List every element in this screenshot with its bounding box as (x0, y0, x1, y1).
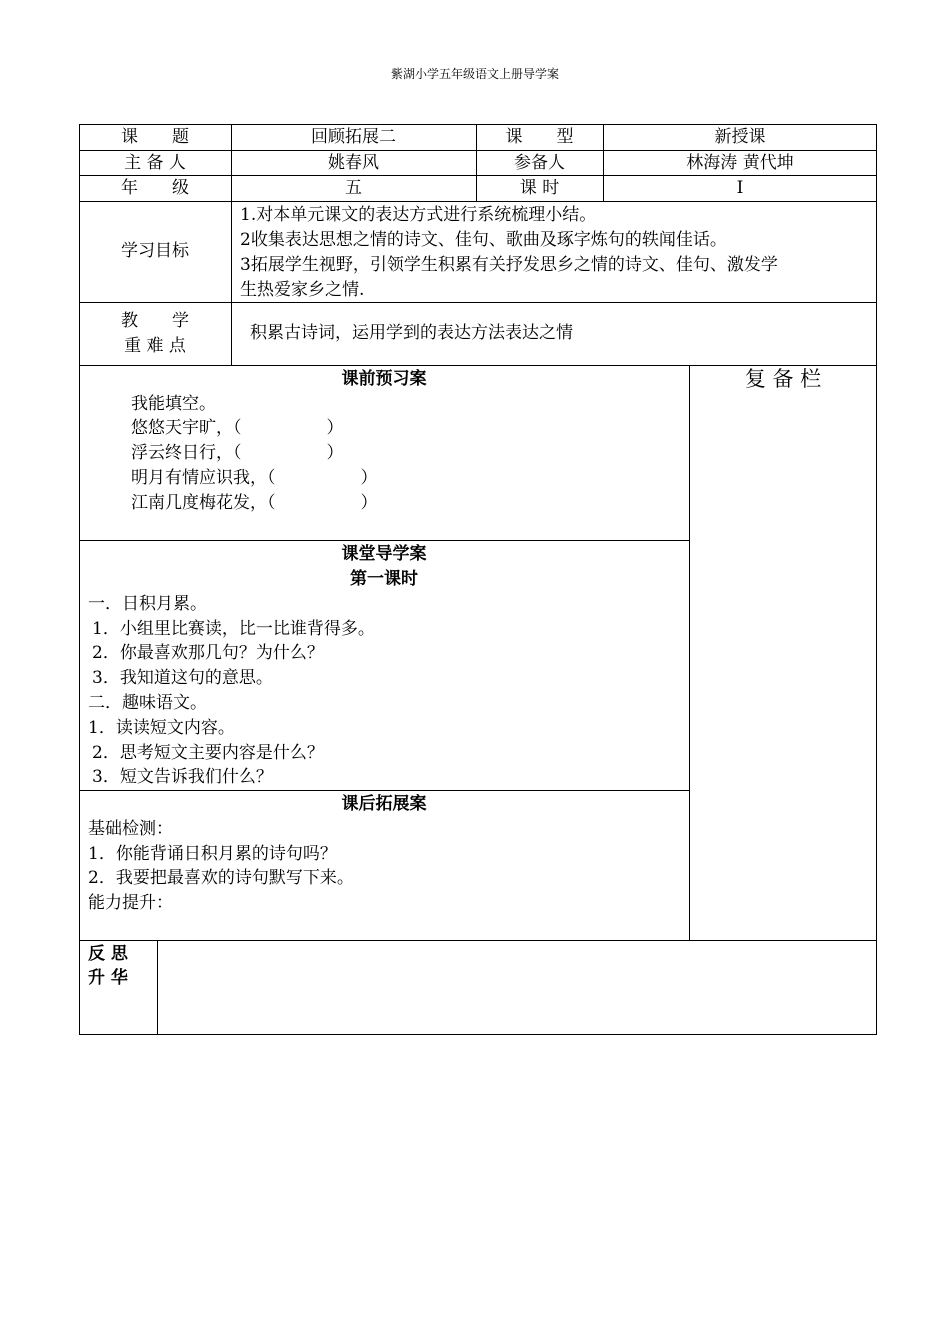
after-class-line: 能力提升： (88, 893, 173, 913)
preview-line: 浮云终日行，（ ） (131, 443, 344, 463)
key-points-label-2: 重 难 点 (124, 336, 186, 356)
co-preparer-label: 参备人 (514, 153, 565, 173)
row-divider (79, 201, 877, 202)
review-column-title: 复 备 栏 (744, 367, 822, 391)
classroom-line: 2．思考短文主要内容是什么？ (92, 743, 324, 763)
objective-line: 3拓展学生视野，引领学生积累有关抒发思乡之情的诗文、佳句、激发学 (240, 255, 778, 275)
preview-line: 江南几度梅花发，（ ） (131, 493, 378, 513)
classroom-line: 二．趣味语文。 (88, 693, 207, 713)
preview-title: 课前预习案 (341, 369, 427, 389)
classroom-line: 一．日积月累。 (88, 594, 207, 614)
page-header: 紫湖小学五年级语文上册导学案 (390, 67, 559, 81)
after-class-line: 基础检测： (88, 819, 173, 839)
classroom-line: 1．读读短文内容。 (88, 718, 235, 738)
period-label: 课 时 (519, 178, 560, 198)
classroom-line: 3．我知道这句的意思。 (92, 668, 273, 688)
key-points-text: 积累古诗词，运用学到的表达方法表达之情 (250, 323, 573, 343)
classroom-subtitle: 第一课时 (350, 569, 418, 589)
topic-label: 课 题 (121, 127, 189, 147)
type-value: 新授课 (714, 127, 766, 147)
preview-line: 明月有情应识我，（ ） (131, 468, 378, 488)
period-value: I (736, 178, 744, 198)
after-class-title: 课后拓展案 (341, 794, 427, 814)
classroom-line: 3．短文告诉我们什么？ (92, 767, 273, 787)
objective-line: 生热爱家乡之情. (240, 280, 365, 300)
preview-line: 我能填空。 (131, 394, 216, 414)
objectives-label: 学习目标 (121, 241, 189, 261)
section-divider (79, 540, 689, 541)
section-divider (79, 790, 689, 791)
topic-value: 回顾拓展二 (311, 127, 396, 147)
grade-label: 年 级 (121, 178, 189, 198)
reflection-divider (157, 940, 158, 1035)
preparer-value: 姚春风 (328, 153, 379, 173)
objective-line: 2收集表达思想之情的诗文、佳句、歌曲及琢字炼句的轶闻佳话。 (240, 230, 727, 250)
preview-line: 悠悠天宇旷，（ ） (131, 418, 344, 438)
classroom-title: 课堂导学案 (341, 544, 427, 564)
type-label: 课 型 (505, 127, 574, 147)
row-divider (79, 302, 877, 303)
objective-line: 1.对本单元课文的表达方式进行系统梳理小结。 (240, 205, 597, 225)
after-class-line: 2．我要把最喜欢的诗句默写下来。 (88, 868, 354, 888)
reflection-label-1: 反 思 (88, 944, 128, 964)
classroom-line: 1．小组里比赛读，比一比谁背得多。 (92, 619, 375, 639)
preparer-label: 主 备 人 (124, 153, 186, 173)
reflection-label-2: 升 华 (88, 968, 128, 988)
classroom-line: 2．你最喜欢那几句？为什么？ (92, 643, 324, 663)
reflection-table (79, 940, 877, 1035)
review-column-divider (689, 365, 690, 941)
co-preparer-value: 林海涛 黄代坤 (686, 153, 794, 173)
after-class-line: 1．你能背诵日积月累的诗句吗？ (88, 844, 337, 864)
key-points-label-1: 教 学 (121, 311, 189, 331)
grade-value: 五 (345, 178, 362, 198)
